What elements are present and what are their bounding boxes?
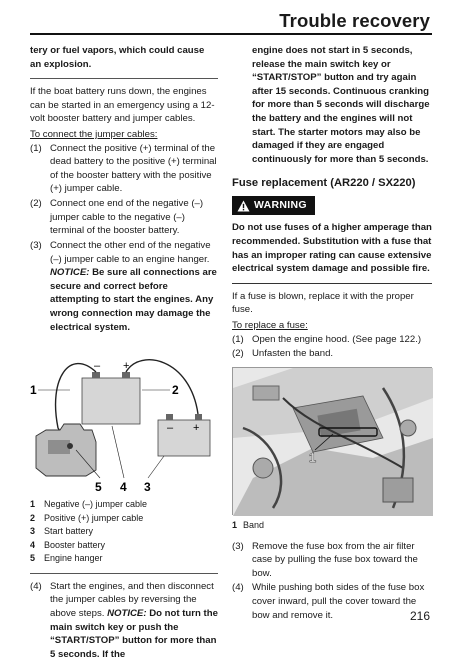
header-rule xyxy=(30,33,432,35)
step-2: (2) Unfasten the band. xyxy=(232,348,334,360)
callout-4: 4 xyxy=(120,480,127,495)
step-4: (4) While pushing both sides of the fuse box cover inward, pull the cover toward the bow and remove it. xyxy=(232,582,425,621)
jumper-diagram-svg xyxy=(30,338,218,498)
page-header xyxy=(0,0,450,44)
fuse-steps-list-a xyxy=(232,333,432,361)
step-number: (2) xyxy=(30,198,42,210)
fuse-steps-list-b xyxy=(232,540,432,623)
replace-fuse-heading: To replace a fuse: xyxy=(232,319,308,331)
warning-text: Do not use fuses of a higher amperage than recommended. Substitution with a fuse that has an improper rating can cause extensive electrical system damage and possible fire. xyxy=(232,222,432,275)
start-minus-sign: – xyxy=(167,422,174,435)
step-1 xyxy=(30,142,218,196)
step-text: Start the engines, and then disconnect the jumper cables by reversing the above steps. xyxy=(50,580,214,619)
left-column xyxy=(30,44,218,662)
step-text: Connect one end of the negative (–) jumper cable to the negative (–) terminal of the booster battery. xyxy=(50,198,204,237)
warning-triangle-icon xyxy=(237,200,250,212)
start-battery-shape xyxy=(158,420,210,456)
notice-text: Do not turn the main switch key or push the “START/STOP” button for more than 5 seconds. If the xyxy=(50,607,218,660)
divider xyxy=(30,78,218,79)
continued-notice xyxy=(232,44,432,166)
engine-hanger-point xyxy=(67,443,73,449)
warning-label: WARNING xyxy=(254,199,307,212)
legend-item: 5 Engine hanger xyxy=(30,553,103,564)
legend-item: 3 Start battery xyxy=(30,526,94,537)
notice-label: NOTICE: xyxy=(107,607,147,619)
right-column xyxy=(232,44,432,623)
step-number: (4) xyxy=(30,580,42,592)
divider xyxy=(30,573,218,574)
start-plus-sign: + xyxy=(193,422,200,435)
booster-minus-sign: – xyxy=(94,360,101,373)
step-3: (3) Remove the fuse box from the air filter case by pulling the fuse box toward the bow. xyxy=(232,540,418,579)
photo-callout-1: 1 xyxy=(309,449,317,465)
notice-text-continued: engine does not start in 5 seconds, release the main switch key or “START/STOP” button and try again after 15 seconds. Continuous cranking for more than 5 seconds will discharge the battery and the engines will not start. The starter motors may also be damaged if they are engaged continuously for more than 5 seconds. xyxy=(252,45,430,165)
jumper-cable-diagram xyxy=(30,338,218,498)
booster-neg-terminal xyxy=(92,372,100,378)
callout-3: 3 xyxy=(144,480,151,495)
step-number: (3) xyxy=(30,239,42,251)
step-2 xyxy=(30,197,218,238)
booster-battery-shape xyxy=(82,378,140,424)
connect-cables-heading: To connect the jumper cables: xyxy=(30,129,158,141)
legend-item: 1 Negative (–) jumper cable xyxy=(30,499,148,510)
notice-label: NOTICE: xyxy=(50,267,90,279)
callout-5: 5 xyxy=(95,480,102,495)
connect-steps-list xyxy=(30,142,218,335)
fuse-paragraph: If a fuse is blown, replace it with the proper fuse. xyxy=(232,290,414,316)
notice-text: Be sure all connections are secure and correct before attempting to start the engines. Any wrong connection may damage the electrical system. xyxy=(50,267,217,333)
start-steps-list xyxy=(30,580,218,662)
booster-pos-terminal xyxy=(122,372,130,378)
step-text: Connect the other end of the negative (–) jumper cable to an engine hanger. xyxy=(50,239,211,265)
legend-item: 4 Booster battery xyxy=(30,539,106,550)
emergency-start-paragraph: If the boat battery runs down, the engines can be started in an emergency using a 12-volt booster battery and jumper cables. xyxy=(30,86,215,125)
booster-plus-sign: + xyxy=(123,360,130,373)
step-number: (1) xyxy=(30,142,42,154)
page-number: 216 xyxy=(409,609,430,623)
divider xyxy=(232,283,432,284)
engine-bay-photo xyxy=(232,367,432,515)
warning-badge xyxy=(232,196,315,215)
step-3 xyxy=(30,239,218,334)
section-title: Fuse replacement (AR220 / SX220) xyxy=(232,177,416,190)
step-text: Connect the positive (+) terminal of the dead battery to the positive (+) terminal of the booster battery with the positive (+) jumper cable. xyxy=(50,142,217,195)
legend-item: 2 Positive (+) jumper cable xyxy=(30,512,144,523)
diagram-legend xyxy=(30,498,218,566)
photo-caption: 1 Band xyxy=(232,519,265,530)
engine-block-detail xyxy=(48,440,70,454)
step-1: (1) Open the engine hood. (See page 122.) xyxy=(232,333,422,345)
explosion-warning-continued: tery or fuel vapors, which could cause an explosion. xyxy=(30,45,205,70)
callout-2: 2 xyxy=(172,383,179,398)
start-neg-terminal xyxy=(166,414,173,420)
step-4 xyxy=(30,580,218,662)
callout-1: 1 xyxy=(30,383,37,398)
start-pos-terminal xyxy=(195,414,202,420)
page-title: Trouble recovery xyxy=(279,10,430,31)
engine-bay-illustration xyxy=(233,368,433,516)
